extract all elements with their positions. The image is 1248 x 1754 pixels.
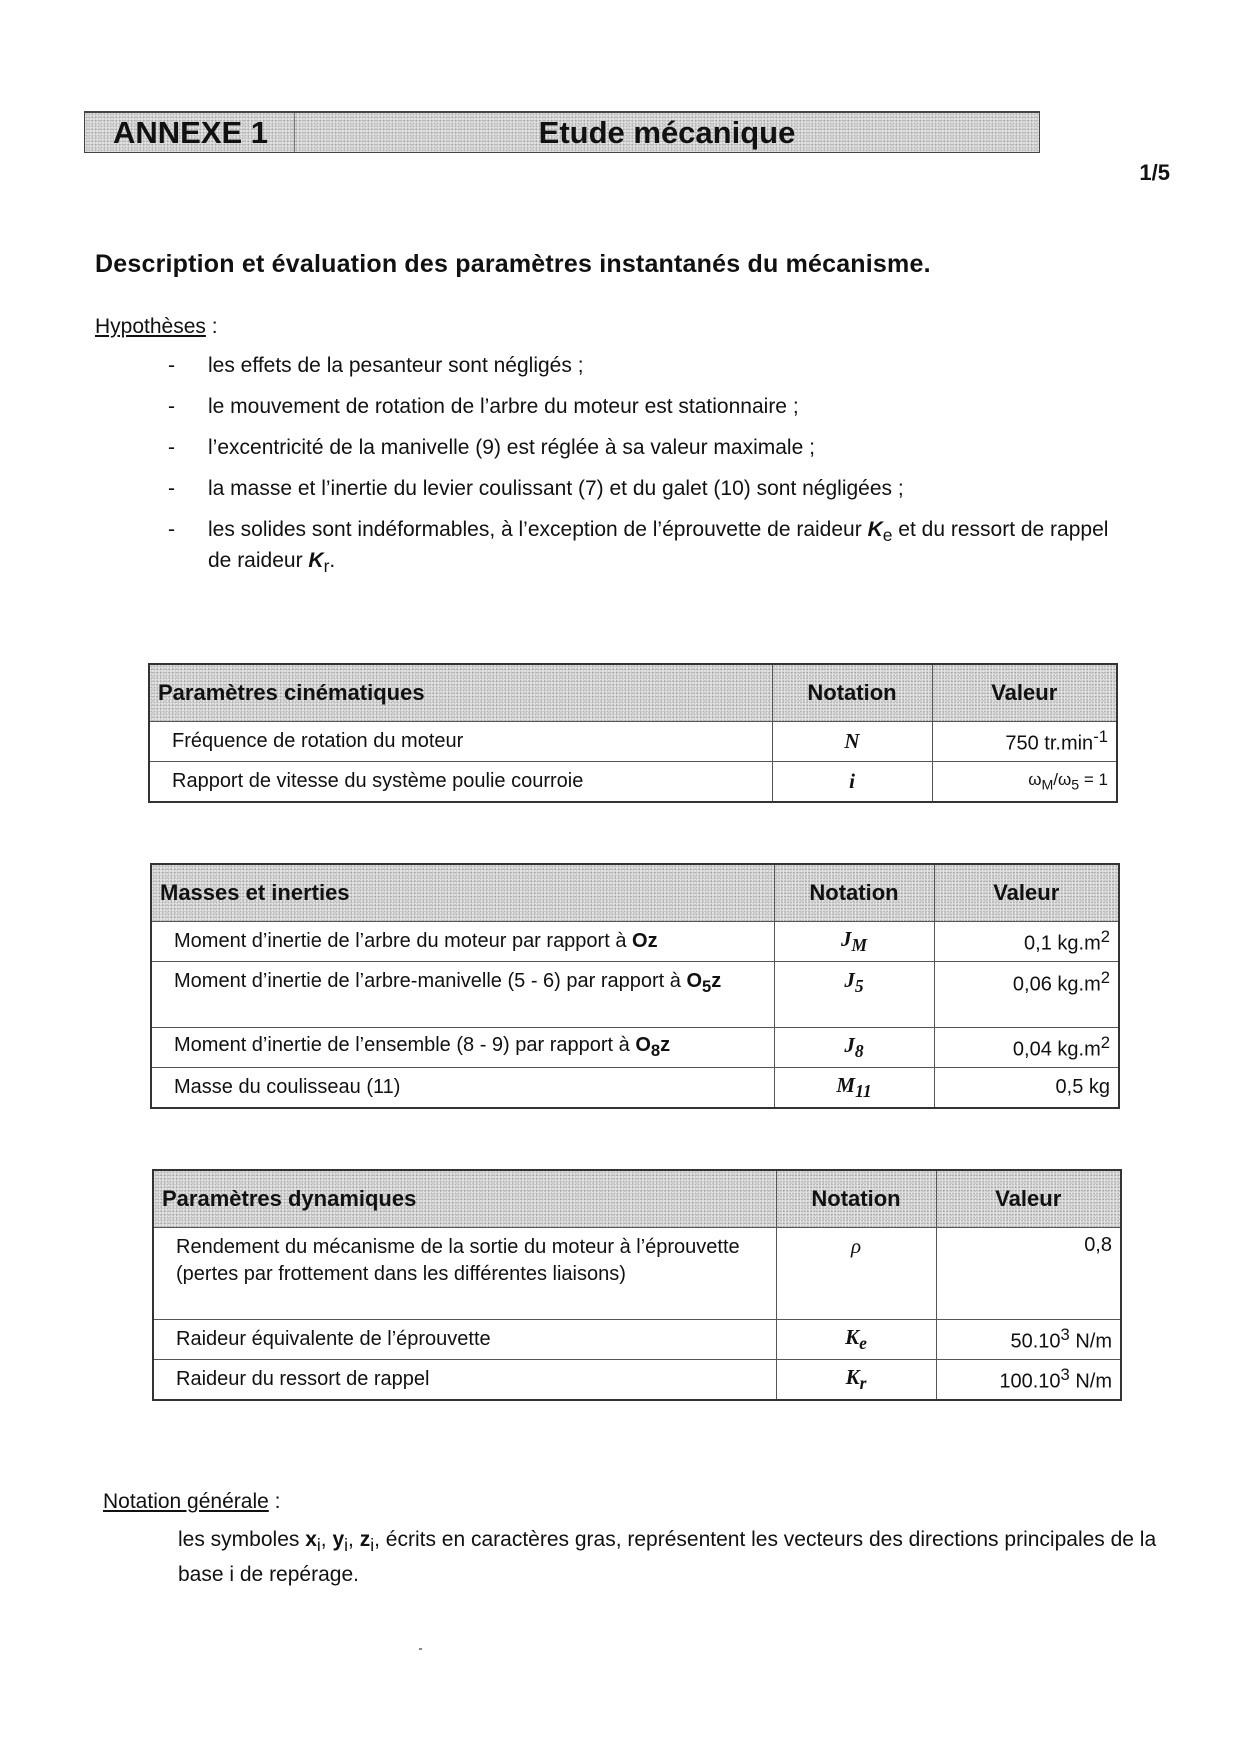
list-item (160, 394, 1120, 420)
description-text: Moment d’inertie de l’arbre-manivelle (5 - 6) par rapport à (174, 970, 687, 992)
parameter-value (936, 1360, 1121, 1400)
column-header-notation: Notation (774, 864, 934, 922)
hypotheses-colon: : (205, 315, 218, 338)
symbol-subscript: e (882, 525, 893, 546)
symbol-subscript: r (323, 556, 330, 577)
dynamic-parameters-table (152, 1169, 1122, 1401)
dash-bullet: - (168, 354, 175, 377)
parameter-value (932, 762, 1117, 802)
value-text: 50.10 (1010, 1330, 1061, 1353)
notation-symbol: K (845, 1364, 860, 1389)
description-text: Moment d’inertie de l’arbre du moteur par rapport à (174, 930, 633, 952)
notation-symbol: J (844, 1032, 855, 1057)
masses-inertias-table (150, 863, 1120, 1109)
vector-subscript: i (344, 1535, 349, 1556)
value-unit: N/m (1069, 1330, 1112, 1353)
axis-label: Oz (632, 930, 658, 952)
hypothesis-text (208, 518, 1109, 577)
list-item (160, 435, 1120, 461)
parameter-description (151, 962, 774, 1028)
separator: , (348, 1528, 360, 1551)
hypothesis-text-part: et du ressort de rappel de raideur (208, 518, 1109, 573)
scan-mark (419, 1648, 422, 1650)
symbol-k: K (308, 549, 324, 573)
parameter-description: Masse du coulisseau (11) (151, 1068, 774, 1108)
table-row (151, 922, 1119, 962)
table-row (149, 762, 1117, 802)
separator: , (320, 1528, 333, 1551)
value-exponent: 2 (1100, 968, 1110, 987)
parameter-notation (776, 1360, 936, 1400)
table-row (153, 1360, 1121, 1400)
value-subscript: 5 (1071, 776, 1080, 793)
value-exponent: 3 (1060, 1364, 1070, 1384)
hypothesis-text-part: les solides sont indéformables, à l’exception de l’éprouvette de raideur (208, 518, 868, 541)
hypothesis-text: les effets de la pesanteur sont négligés ; (208, 354, 584, 377)
notation-subscript: 8 (854, 1041, 864, 1062)
header-bar (84, 111, 1040, 153)
notation-symbol: K (845, 1324, 860, 1349)
value-exponent: -1 (1093, 727, 1108, 747)
hypotheses-heading (95, 315, 218, 339)
parameter-value (936, 1320, 1121, 1360)
column-header-notation: Notation (776, 1170, 936, 1228)
vector-subscript: i (370, 1535, 375, 1556)
column-header-value: Valeur (934, 864, 1119, 922)
vector-subscript: i (316, 1535, 321, 1556)
table-header-row (151, 864, 1119, 922)
value-text: 0,04 kg.m (1012, 1038, 1101, 1061)
axis-letter: z (711, 970, 722, 992)
description-text: Moment d’inertie de l’ensemble (8 - 9) par rapport à (174, 1033, 636, 1056)
dash-bullet: - (168, 395, 175, 418)
vector-y: y (332, 1528, 345, 1551)
axis-letter: O (686, 970, 703, 992)
table-row (153, 1320, 1121, 1360)
axis-letter: z (660, 1033, 671, 1056)
table-row (151, 1028, 1119, 1068)
notation-symbol: J (844, 968, 855, 992)
notation-symbol: J (840, 926, 852, 951)
value-text: = 1 (1079, 769, 1108, 789)
notation-subscript: 5 (854, 976, 864, 997)
list-item (160, 517, 1120, 579)
section-title: Description et évaluation des paramètres instantanés du mécanisme. (95, 250, 931, 278)
axis-label (686, 970, 722, 996)
parameter-value: 0,5 kg (934, 1068, 1119, 1108)
parameter-notation (774, 962, 934, 1028)
parameter-notation (774, 1028, 934, 1068)
parameter-notation (774, 1068, 934, 1108)
hypotheses-list (160, 353, 1120, 594)
column-header-value: Valeur (932, 664, 1117, 722)
parameter-description: Rendement du mécanisme de la sortie du moteur à l’éprouvette (pertes par frottement dans les différentes liaisons) (153, 1228, 776, 1320)
notation-text-part: les symboles (178, 1528, 306, 1551)
list-item (160, 353, 1120, 379)
axis-subscript: 5 (702, 977, 712, 996)
notation-symbol: M (836, 1072, 856, 1097)
axis-letter: O (635, 1033, 651, 1056)
notation-subscript: 11 (855, 1080, 872, 1101)
parameter-value (934, 962, 1119, 1028)
notation-text-part: , écrits en caractères gras, représentent les vecteurs des directions principales de la base i de repérage. (178, 1528, 1157, 1587)
parameter-value (932, 722, 1117, 762)
table-title: Paramètres dynamiques (153, 1170, 776, 1228)
omega-symbol: ω (1058, 769, 1072, 789)
value-exponent: 2 (1100, 1033, 1110, 1053)
parameter-description: Raideur équivalente de l’éprouvette (153, 1320, 776, 1360)
parameter-description: Rapport de vitesse du système poulie courroie (149, 762, 772, 802)
parameter-value (934, 922, 1119, 962)
list-item (160, 476, 1120, 502)
hypothesis-text: le mouvement de rotation de l’arbre du moteur est stationnaire ; (208, 395, 799, 418)
hypothesis-text-part: . (329, 549, 336, 573)
table-header-row (149, 664, 1117, 722)
table-row (153, 1228, 1121, 1320)
parameter-value: 0,8 (936, 1228, 1121, 1320)
page-title: Etude mécanique (538, 115, 796, 150)
axis-subscript: 8 (650, 1040, 661, 1060)
parameter-description (151, 1028, 774, 1068)
value-text: 750 tr.min (1005, 732, 1094, 755)
value-unit: N/m (1069, 1370, 1112, 1393)
vector-z: z (359, 1528, 371, 1551)
parameter-value (934, 1028, 1119, 1068)
table-title: Masses et inerties (151, 864, 774, 922)
value-exponent: 2 (1100, 927, 1110, 947)
value-text: 100.10 (999, 1370, 1061, 1393)
kinematic-parameters-table (148, 663, 1118, 803)
notation-subscript: M (851, 935, 868, 956)
hypotheses-label: Hypothèses (95, 315, 206, 338)
table-row (151, 1068, 1119, 1108)
dash-bullet: - (168, 436, 175, 459)
annex-label: ANNEXE 1 (85, 113, 295, 152)
parameter-notation (774, 922, 934, 962)
value-text: / (1053, 769, 1058, 789)
value-text: 0,06 kg.m (1012, 973, 1101, 996)
parameter-notation: N (772, 722, 932, 762)
notation-colon: : (268, 1490, 281, 1513)
value-subscript: M (1041, 776, 1054, 793)
dash-bullet: - (168, 518, 175, 541)
notation-text (178, 1525, 1178, 1589)
hypothesis-text: la masse et l’inertie du levier coulissant (7) et du galet (10) sont négligées ; (208, 477, 904, 500)
parameter-description (151, 922, 774, 962)
parameter-notation: i (772, 762, 932, 802)
page-number: 1/5 (1139, 160, 1170, 185)
vector-x: x (305, 1528, 317, 1551)
parameter-notation: ρ (776, 1228, 936, 1320)
table-header-row (153, 1170, 1121, 1228)
table-title: Paramètres cinématiques (149, 664, 772, 722)
dash-bullet: - (168, 477, 175, 500)
parameter-description: Raideur du ressort de rappel (153, 1360, 776, 1400)
hypothesis-text: l’excentricité de la manivelle (9) est réglée à sa valeur maximale ; (208, 436, 815, 459)
notation-subscript: r (859, 1372, 867, 1393)
symbol-k: K (867, 518, 883, 541)
table-row (151, 962, 1119, 1028)
parameter-notation (776, 1320, 936, 1360)
omega-symbol: ω (1028, 769, 1042, 789)
notation-label: Notation générale (103, 1490, 269, 1513)
axis-label (635, 1033, 671, 1060)
column-header-value: Valeur (936, 1170, 1121, 1228)
table-row (149, 722, 1117, 762)
notation-heading (103, 1490, 280, 1514)
value-text: 0,1 kg.m (1024, 932, 1101, 955)
value-exponent: 3 (1060, 1325, 1070, 1345)
column-header-notation: Notation (772, 664, 932, 722)
parameter-description: Fréquence de rotation du moteur (149, 722, 772, 762)
notation-subscript: e (859, 1333, 867, 1354)
